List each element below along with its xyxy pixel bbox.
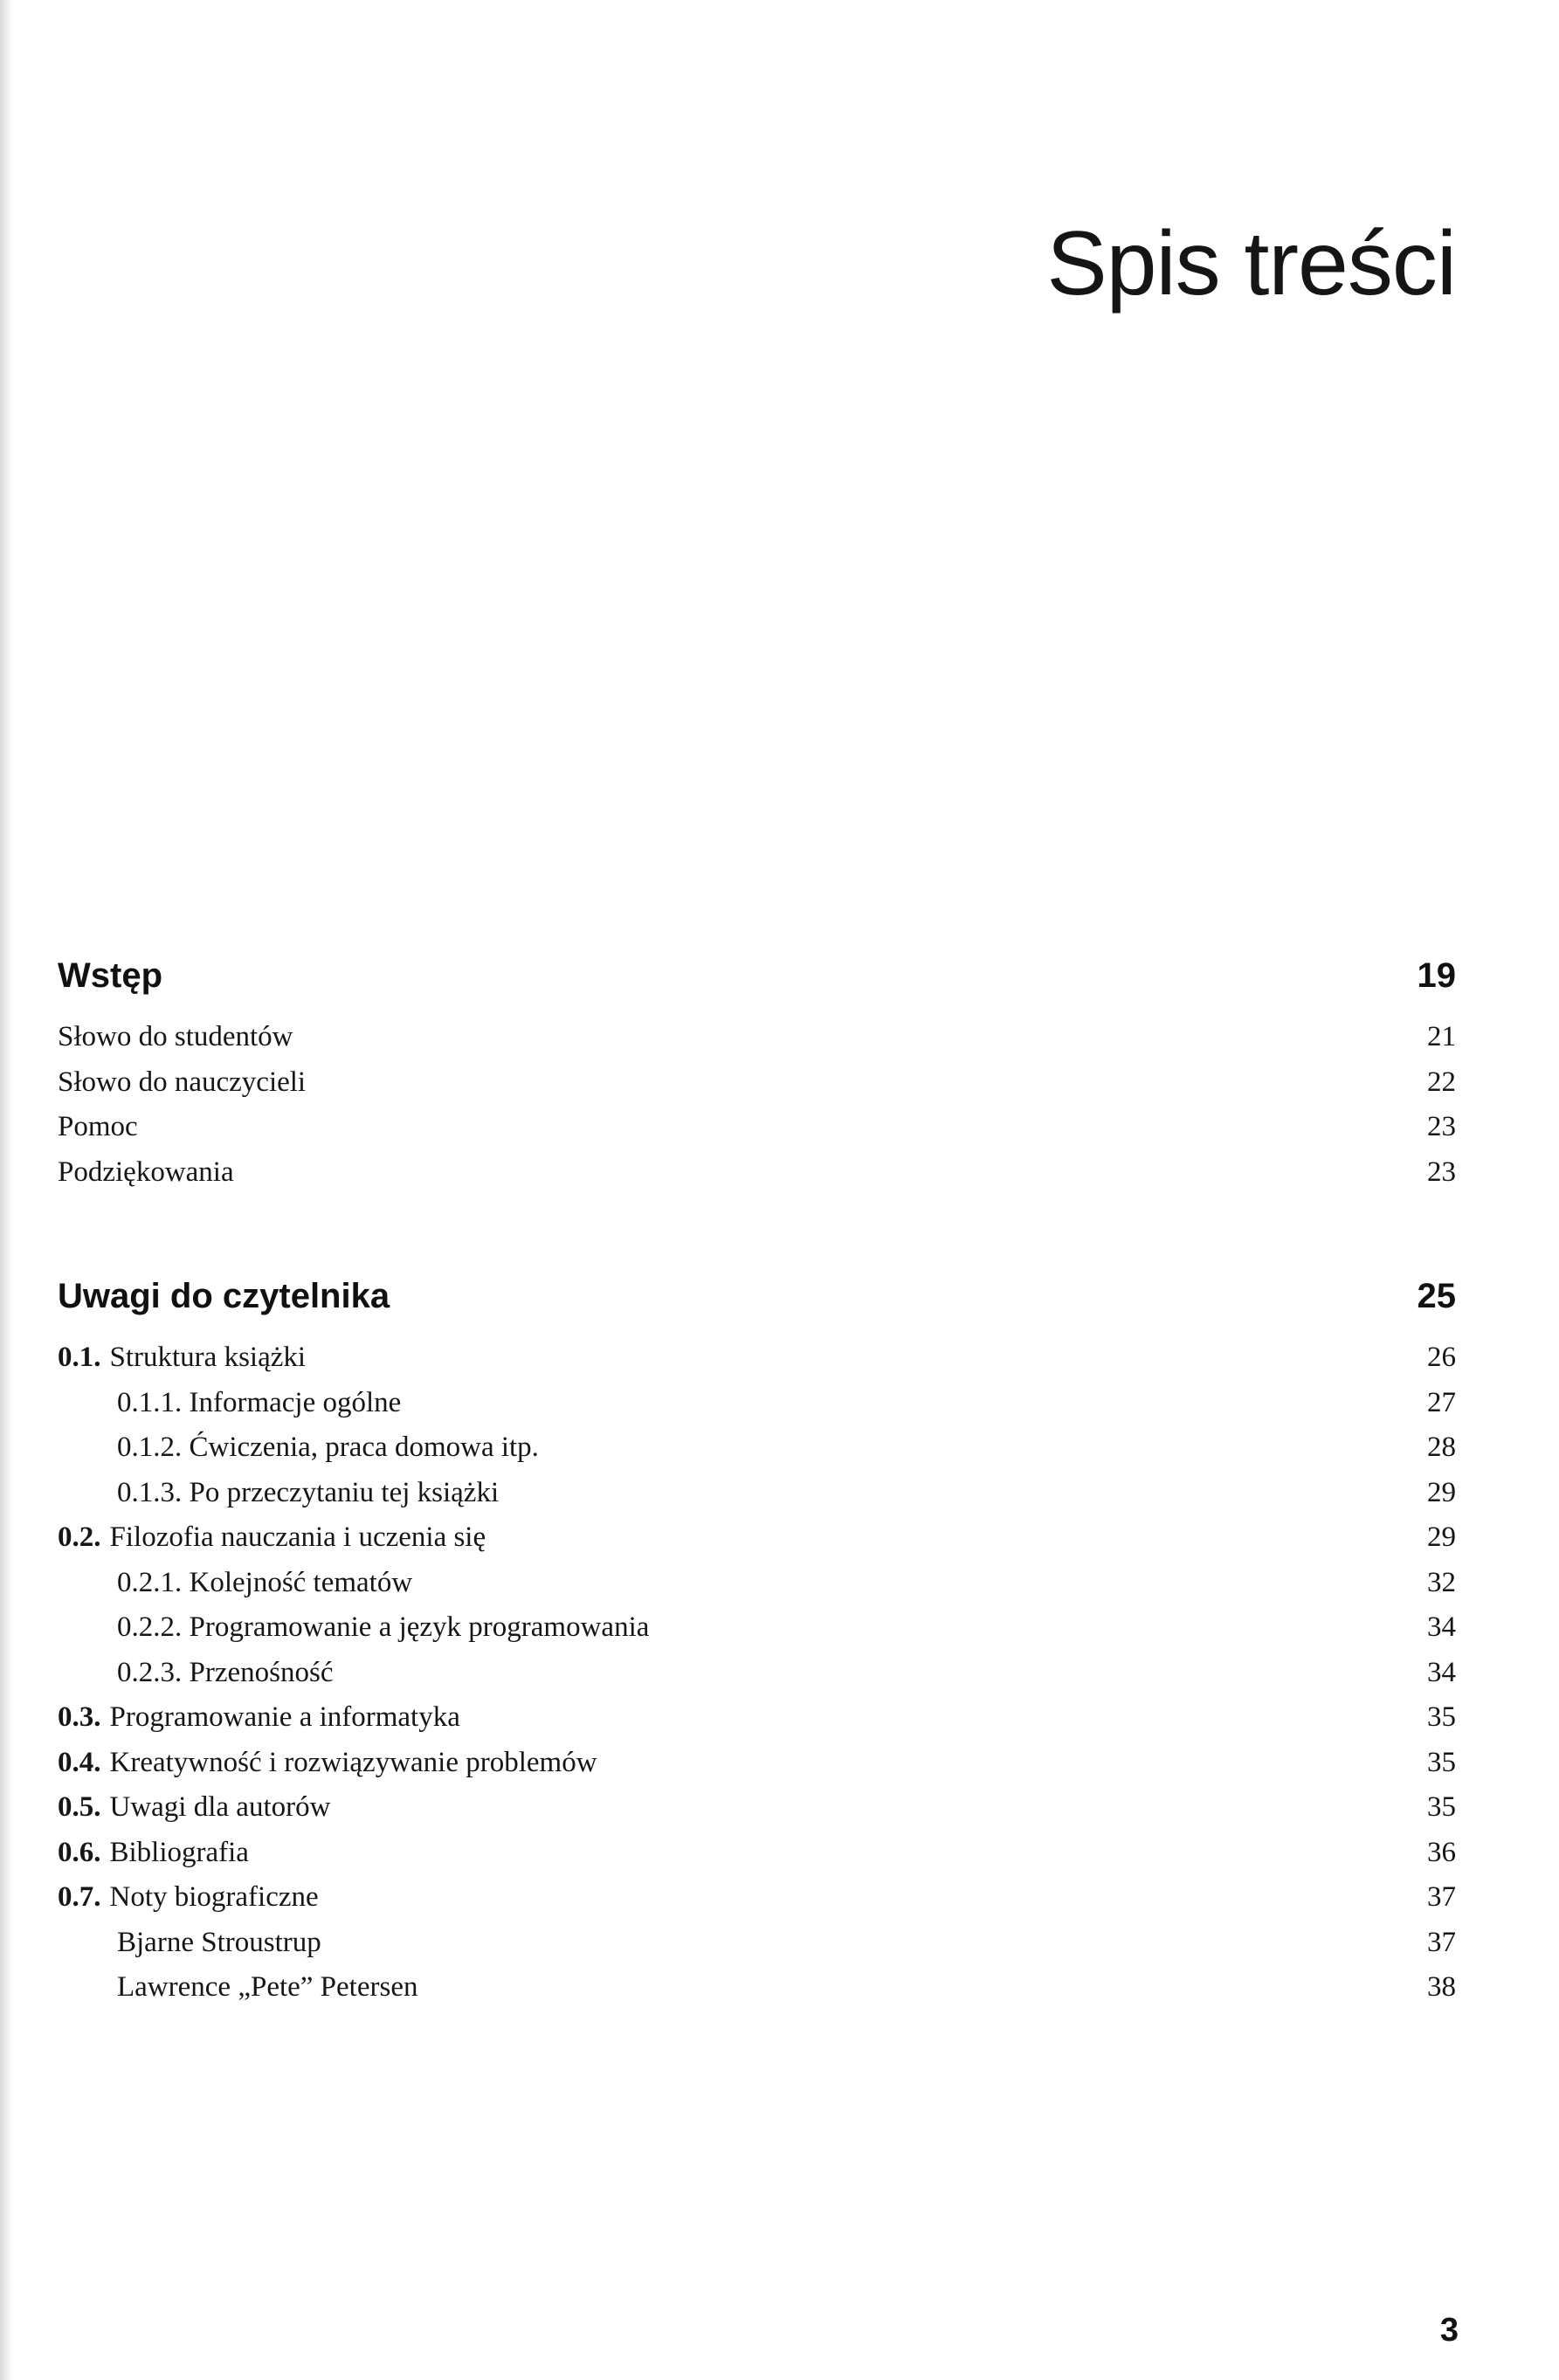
- toc-entry-page: 27: [1427, 1386, 1456, 1418]
- toc-entry-text: Uwagi dla autorów: [109, 1791, 331, 1823]
- toc-entry-text: Programowanie a informatyka: [109, 1701, 460, 1733]
- toc-entry[interactable]: [58, 1651, 1456, 1696]
- toc-entry-text: 0.1.2. Ćwiczenia, praca domowa itp.: [117, 1431, 539, 1463]
- toc-entry-page: 29: [1427, 1521, 1456, 1553]
- toc-entry-title: [58, 1695, 460, 1741]
- toc-entry-text: Słowo do studentów: [58, 1021, 293, 1052]
- toc-entry-page: 37: [1427, 1926, 1456, 1958]
- toc-entry-number: 0.2.: [58, 1521, 101, 1553]
- toc-entry[interactable]: [58, 1060, 1456, 1106]
- toc-entry-text: 0.1.1. Informacje ogólne: [117, 1386, 402, 1418]
- section-title: Wstęp: [58, 956, 162, 995]
- toc-entry-title: [58, 1561, 412, 1606]
- toc-entry-title: [58, 1785, 330, 1831]
- toc-entry-page: 26: [1427, 1342, 1456, 1373]
- page-number: 3: [1439, 2312, 1459, 2349]
- toc-entry-title: [58, 1060, 306, 1106]
- toc-entry[interactable]: [58, 1965, 1456, 2011]
- toc-entry-text: 0.2.1. Kolejność tematów: [117, 1566, 413, 1598]
- toc-list: [58, 1015, 1456, 1195]
- toc-entry[interactable]: [58, 1105, 1456, 1150]
- toc-entry-title: [58, 1150, 234, 1196]
- toc-entry[interactable]: [58, 1381, 1456, 1426]
- toc-entry-title: [58, 1651, 333, 1696]
- toc-entry-number: 0.6.: [58, 1836, 101, 1868]
- toc-section-uwagi-do-czytelnika: [58, 1277, 1456, 2011]
- toc-entry-title: [58, 1921, 321, 1966]
- section-heading: [58, 956, 1456, 996]
- toc-entry-title: [58, 1381, 401, 1426]
- toc-entry-page: 35: [1427, 1746, 1456, 1778]
- section-page: 25: [1417, 1277, 1456, 1315]
- section-heading: [58, 1277, 1456, 1316]
- toc-section-wstep: [58, 956, 1456, 1195]
- toc-entry[interactable]: [58, 1515, 1456, 1561]
- toc-entry-text: Lawrence „Pete” Petersen: [117, 1971, 418, 2003]
- toc-entry-page: 29: [1427, 1476, 1456, 1508]
- toc-entry-text: Podziękowania: [58, 1156, 234, 1188]
- toc-entry[interactable]: [58, 1785, 1456, 1831]
- toc-entry-page: 28: [1427, 1431, 1456, 1463]
- toc-entry-text: Filozofia nauczania i uczenia się: [109, 1521, 486, 1553]
- toc-entry-page: 34: [1427, 1656, 1456, 1688]
- toc-entry[interactable]: [58, 1015, 1456, 1060]
- toc-entry-title: [58, 1471, 499, 1516]
- toc-entry-page: 32: [1427, 1566, 1456, 1598]
- toc-entry-page: 23: [1427, 1111, 1456, 1142]
- toc-entry[interactable]: [58, 1605, 1456, 1651]
- toc-entry-page: 35: [1427, 1791, 1456, 1823]
- scan-edge: [0, 0, 12, 2380]
- toc-entry[interactable]: [58, 1425, 1456, 1471]
- toc-entry-title: [58, 1965, 417, 2011]
- toc-entry-title: [58, 1875, 319, 1921]
- toc-entry[interactable]: [58, 1471, 1456, 1516]
- toc-entry[interactable]: [58, 1831, 1456, 1876]
- toc-entry-page: 36: [1427, 1836, 1456, 1868]
- toc-entry[interactable]: [58, 1741, 1456, 1786]
- toc-entry-text: Słowo do nauczycieli: [58, 1066, 307, 1098]
- toc-entry-title: [58, 1741, 597, 1786]
- toc-entry-title: [58, 1831, 249, 1876]
- toc-entry-text: Bibliografia: [109, 1836, 249, 1868]
- toc-entry[interactable]: [58, 1875, 1456, 1921]
- toc-entry-title: [58, 1425, 539, 1471]
- toc-entry[interactable]: [58, 1561, 1456, 1606]
- toc-entry-title: [58, 1105, 138, 1150]
- toc-entry-number: 0.7.: [58, 1881, 101, 1913]
- toc-entry-page: 38: [1427, 1971, 1456, 2003]
- section-page: 19: [1417, 956, 1456, 995]
- toc-entry[interactable]: [58, 1695, 1456, 1741]
- toc-entry-text: 0.2.2. Programowanie a język programowania: [117, 1611, 650, 1643]
- toc-entry-title: [58, 1015, 293, 1060]
- toc-entry-page: 34: [1427, 1611, 1456, 1643]
- toc-entry-page: 35: [1427, 1701, 1456, 1733]
- toc-entry-title: [58, 1515, 486, 1561]
- toc-entry-page: 37: [1427, 1881, 1456, 1913]
- toc-entry-number: 0.5.: [58, 1791, 101, 1823]
- toc-entry-title: [58, 1335, 306, 1381]
- toc-entry-page: 23: [1427, 1156, 1456, 1188]
- toc-entry-text: 0.1.3. Po przeczytaniu tej książki: [117, 1476, 500, 1508]
- toc-entry-page: 21: [1427, 1021, 1456, 1052]
- toc-entry-text: Bjarne Stroustrup: [117, 1926, 321, 1958]
- toc-entry[interactable]: [58, 1335, 1456, 1381]
- toc-entry-page: 22: [1427, 1066, 1456, 1098]
- toc-list: [58, 1335, 1456, 2011]
- toc-entry-number: 0.3.: [58, 1701, 101, 1733]
- toc-entry-title: [58, 1605, 649, 1651]
- toc-entry-text: Kreatywność i rozwiązywanie problemów: [109, 1746, 597, 1778]
- toc-entry[interactable]: [58, 1921, 1456, 1966]
- toc-entry-text: Pomoc: [58, 1111, 138, 1142]
- page-title: Spis treści: [1046, 213, 1456, 314]
- toc-entry-text: Struktura książki: [109, 1342, 307, 1373]
- toc-entry[interactable]: [58, 1150, 1456, 1196]
- toc-entry-number: 0.4.: [58, 1746, 101, 1778]
- section-title: Uwagi do czytelnika: [58, 1277, 390, 1315]
- toc-entry-text: Noty biograficzne: [109, 1881, 319, 1913]
- toc-entry-number: 0.1.: [58, 1342, 101, 1373]
- toc-entry-text: 0.2.3. Przenośność: [117, 1656, 334, 1688]
